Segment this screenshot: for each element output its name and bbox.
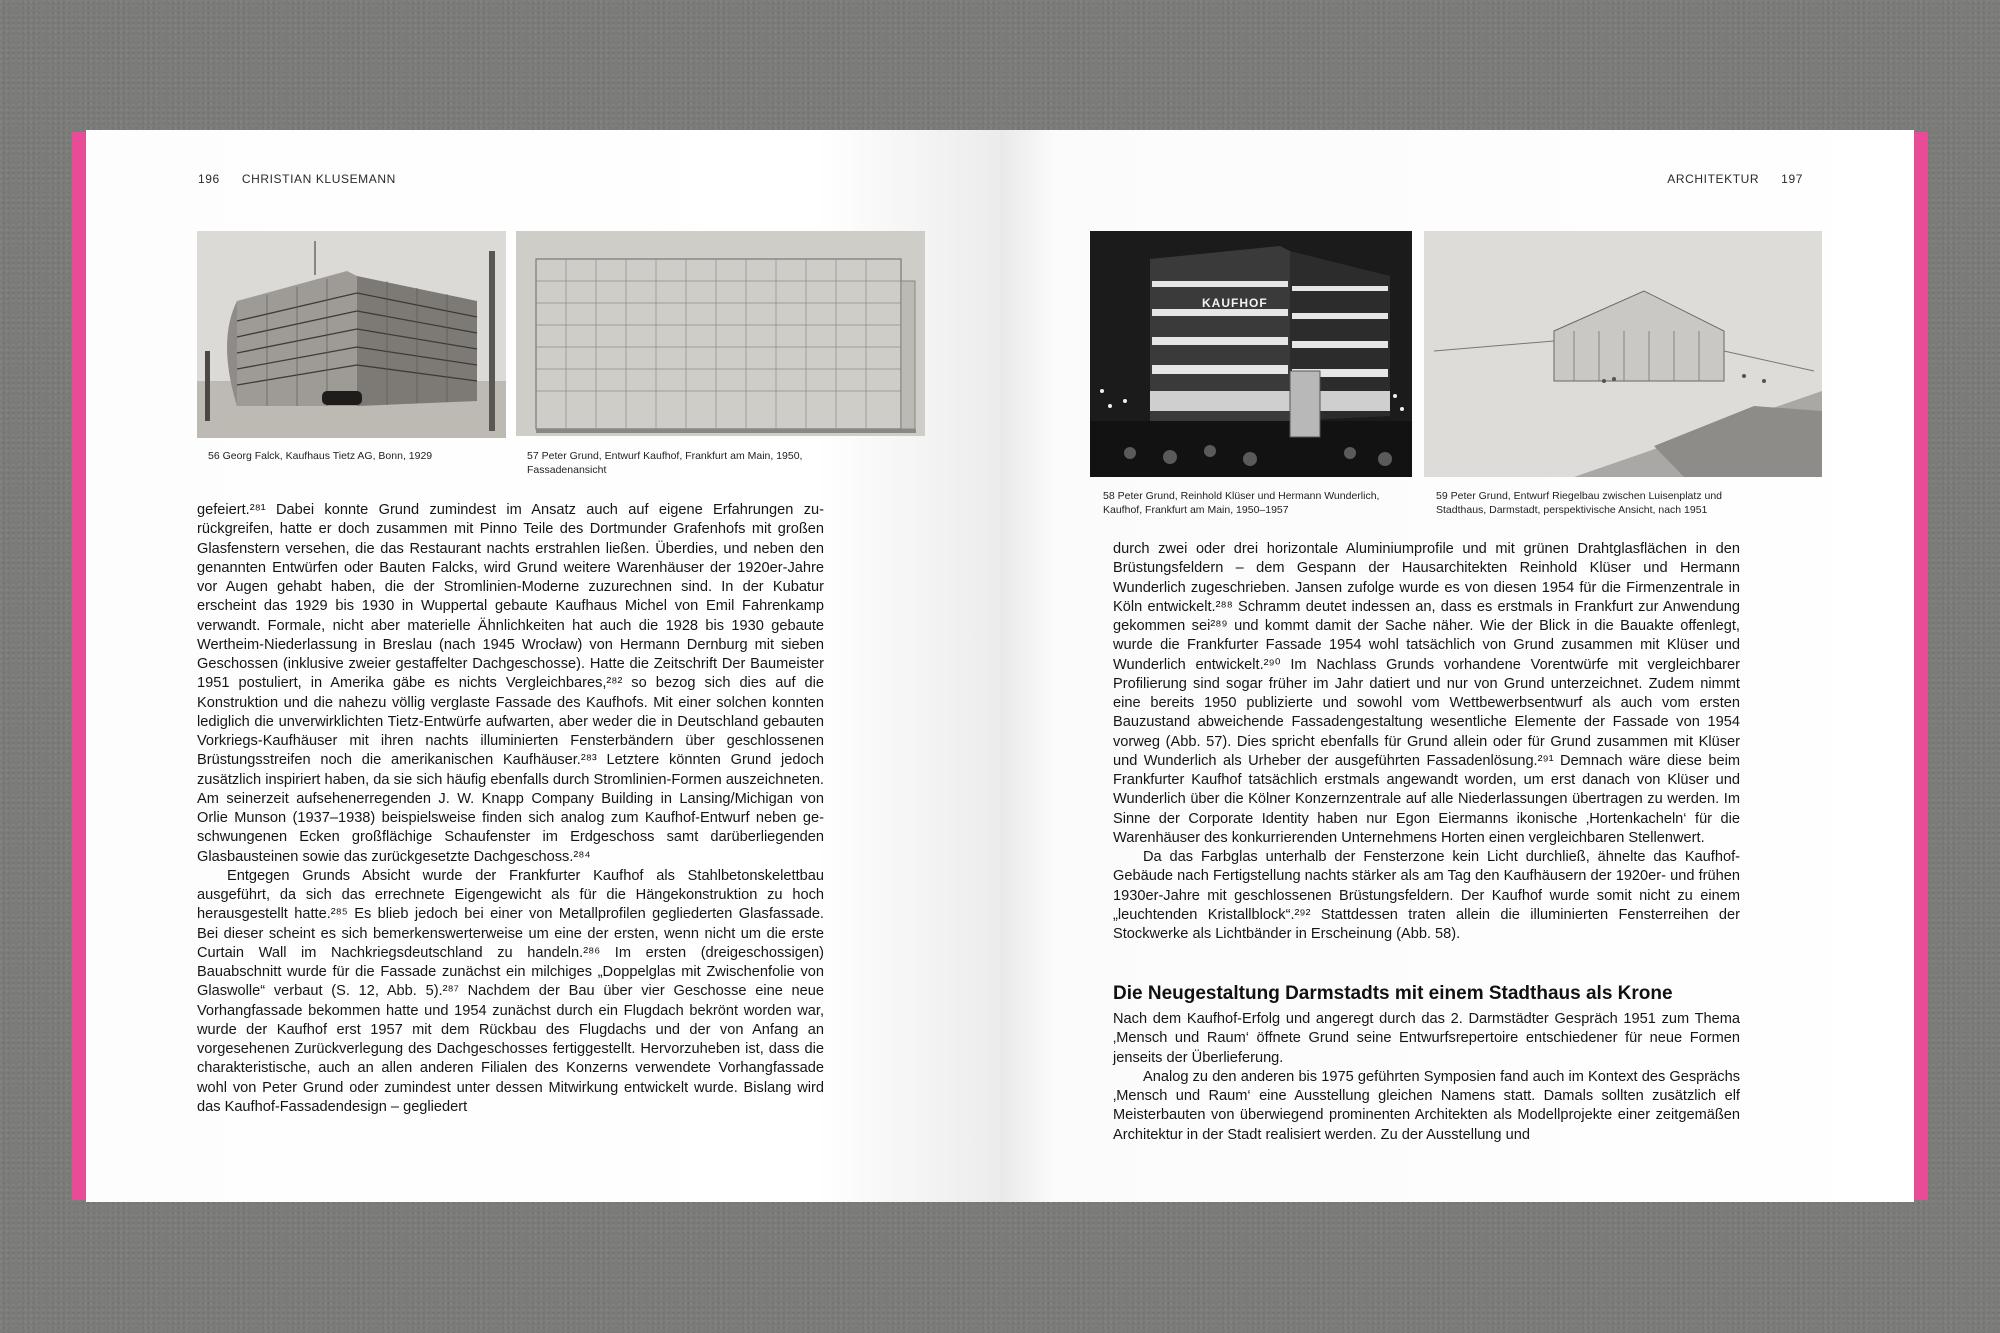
right-body-text <box>1113 540 1740 944</box>
page-number-right: 197 <box>1781 172 1803 186</box>
right-body-text-after-heading <box>1113 1010 1740 1145</box>
page-number-left: 196 <box>198 172 220 186</box>
figure-58-image <box>1090 231 1412 477</box>
figure-57-caption: 57 Peter Grund, Entwurf Kaufhof, Frankfurt am Main, 1950, Fassadenansicht <box>527 450 803 476</box>
running-head-left <box>198 172 418 186</box>
left-body-text <box>197 501 824 1117</box>
figure-59-caption: 59 Peter Grund, Entwurf Riegelbau zwischen Luisenplatz und Stadthaus, Darmstadt, perspektivische Ansicht, nach 1951 <box>1436 490 1723 516</box>
left-paragraph-2: Entgegen Grunds Absicht wurde der Frankfurter Kaufhof als Stahlbetonskelettbau ausgeführt, da sich das errechnete Eigengewicht als für die Hängekonstruktion zu hoch herausgestellt hatte.²⁸⁵ Es blieb jedoch bei einer von Metallprofilen gegliederten Glasfassade. Bei dieser scheint es sich bemerkenswerterweise um eine der ersten, wenn nicht um die erste Curtain Wall im Nachkriegsdeutschland zu handeln.²⁸⁶ Im ersten (dreigeschossigen) Bauabschnitt wurde für die Fassade zunächst ein milchiges „Doppelglas mit Zwischenfolie von Glaswolle“ verbaut (S. 12, Abb. 5).²⁸⁷ Nachdem der Bau über vier Geschosse eine neue Vorhangfassade bekommen hatte und 1954 zunächst durch ein Flugdach bekrönt worden war, wurde der Kaufhof erst 1957 mit dem Rückbau des Flugdachs und der von Anfang an vorgesehenen Zurückverlegung des Dachgeschosses fertiggestellt. Hervorzuheben ist, dass die charakteristische, auch an allen anderen Filialen des Konzerns verwendete Vorhangfassade wohl von Peter Grund oder zumindest unter dessen Mitwirkung entwickelt wurde. Bislang wird das Kaufhof-Fassadendesign – gegliedert <box>197 867 824 1115</box>
right-page <box>1000 130 1914 1202</box>
figure-59-image <box>1424 231 1822 477</box>
section-heading: Die Neugestaltung Darmstadts mit einem Stadthaus als Krone <box>1113 983 1673 1004</box>
figure-56-caption: 56 Georg Falck, Kaufhaus Tietz AG, Bonn, 1929 <box>208 450 433 462</box>
book-spread <box>72 130 1928 1202</box>
figure-57-image <box>516 231 925 436</box>
running-head-title-left: CHRISTIAN KLUSEMANN <box>241 172 396 186</box>
figure-58-caption: 58 Peter Grund, Reinhold Klüser und Hermann Wunderlich, Kaufhof, Frankfurt am Main, 1950–1957 <box>1103 490 1380 516</box>
left-paragraph-1: gefeiert.²⁸¹ Dabei konnte Grund zumindest im Ansatz auch auf eigene Erfahrungen zurückgreifen, hatte er doch zusammen mit Pinno Teile des Dortmunder Grafenhofs mit großen Glasfenstern versehen, die das Restaurant nachts erstrahlen ließen. Überdies, und neben den genannten Entwürfen oder Bauten Falcks, wird Grund weitere Warenhäuser der 1920er-Jahre vor Augen gehabt haben, die der Stromlinien-Moderne zuzurechnen sind. In der Kubatur erscheint das 1929 bis 1930 in Wuppertal gebaute Kaufhaus Michel von Emil Fahrenkamp verwandt. Formale, nicht aber materielle Ähnlichkeiten hat auch die 1928 bis 1930 gebaute Wertheim-Niederlassung in Breslau (nach 1945 Wrocław) von Hermann Dernburg mit sieben Geschossen (inklusive zweier gestaffelter Dachgeschosse). Hatte die Zeitschrift Der Baumeister 1951 postuliert, in Amerika gäbe es nichts Vergleichbares,²⁸² so bezog sich dies auf die Konstruktion und die nahezu völlig verglaste Fassade des Kaufhofs. Mit einer solchen konnten lediglich die unverwirklichten Tietz-Entwürfe aufwarten, aber weder die in Deutschland gebauten Vorkriegs-Kaufhäuser mit ihren nachts illuminierten Fensterbändern über geschlossenen Brüstungsstreifen noch die amerikanischen Kaufhäuser.²⁸³ Letztere könnten Grund jedoch zusätzlich inspiriert haben, da sie sich häufig ebenfalls durch Stromlinien-Formen auszeichneten. Am seinerzeit aufsehenerregenden J. W. Knapp Company Building in Lansing/Michigan von Orlie Munson (1937–1938) beispielsweise finden sich analog zum Kaufhof-Entwurf neben geschwungenen Ecken großflächige Schaufenster im Erdgeschoss samt darüberliegenden Glasbausteinen sowie das zurückgesetzte Dachgeschoss.²⁸⁴ <box>197 502 824 865</box>
left-page <box>86 130 1000 1202</box>
figure-56-image <box>197 231 506 438</box>
right-paragraph-2: Da das Farbglas unterhalb der Fensterzone kein Licht durchließ, ähnelte das Kaufhof-Gebäude nach Fertigstellung nachts stärker als am Tag den Kaufhäusern der 1920er- und frühen 1930er-Jahre mit geschlossenen Brüstungsfeldern. Der Kaufhof wurde somit nicht zu einem „leuchtenden Kristallblock“.²⁹² Stattdessen traten allein die illuminierten Fensterreihen der Stockwerke als Lichtbänder in Erscheinung (Abb. 58). <box>1113 849 1740 942</box>
kaufhof-sign: KAUFHOF <box>1202 296 1268 310</box>
running-head-right <box>1667 172 1803 186</box>
right-paragraph-1: durch zwei oder drei horizontale Aluminiumprofile und mit grünen Drahtglasflächen in den Brüstungsfeldern – dem Gespann der Hausarchitekten Reinhold Klüser und Hermann Wunderlich zugeschrieben. Jansen zufolge wurde es von diesen 1954 für die Firmenzentrale in Köln entwickelt.²⁸⁸ Schramm deutet indessen an, dass es erstmals in Frankfurt zur Anwendung gekommen sei²⁸⁹ und kommt damit der Sache näher. Wie der Blick in die Bauakte offenlegt, wurde die Frankfurter Fassade 1954 wohl tatsächlich von Grund zusammen mit Klüser und Wunderlich entwickelt.²⁹⁰ Im Nachlass Grunds vorhandene Vorentwürfe mit vergleichbarer Profilierung sind sogar früher im Jahr datiert und nur von Grund unterzeichnet. Zudem nimmt eine bereits 1950 publizierte und sowohl vom Wettbewerbsentwurf als auch vom ersten Bauzustand abweichende Fassadengestaltung wesentliche Elemente der Fassade von 1954 vorweg (Abb. 57). Dies spricht ebenfalls für Grund allein oder für Grund zusammen mit Klüser und Wunderlich als Urheber der ausgeführten Fassadenlösung.²⁹¹ Demnach wäre diese beim Frankfurter Kaufhof tatsächlich erstmals angewandt worden, um erst danach von Klüser und Wunderlich über die Kölner Konzernzentrale auf alle Niederlassungen übertragen zu werden. Im Sinne der Corporate Identity haben nur Egon Eiermanns ikonische ‚Hortenkacheln‘ für die Warenhäuser des konkurrierenden Unternehmens Horten einen vergleichbaren Stellenwert. <box>1113 541 1740 846</box>
right-paragraph-4: Analog zu den anderen bis 1975 geführten Symposien fand auch im Kontext des Gesprächs ‚Mensch und Raum‘ eine Ausstellung gleichen Namens statt. Damals sollten zusätzlich elf Meisterbauten von überwiegend prominenten Architekten als Modellprojekte einer zeitgemäßen Architektur in der Stadt realisiert werden. Zu der Ausstellung und <box>1113 1068 1740 1143</box>
right-paragraph-3: Nach dem Kaufhof-Erfolg und angeregt durch das 2. Darmstädter Gespräch 1951 zum Thema ‚Mensch und Raum‘ öffnete Grund seine Entwurfsrepertoire entschiedener für neue Formen jenseits der Überlieferung. <box>1113 1011 1740 1066</box>
running-head-title-right: ARCHITEKTUR <box>1667 172 1760 186</box>
